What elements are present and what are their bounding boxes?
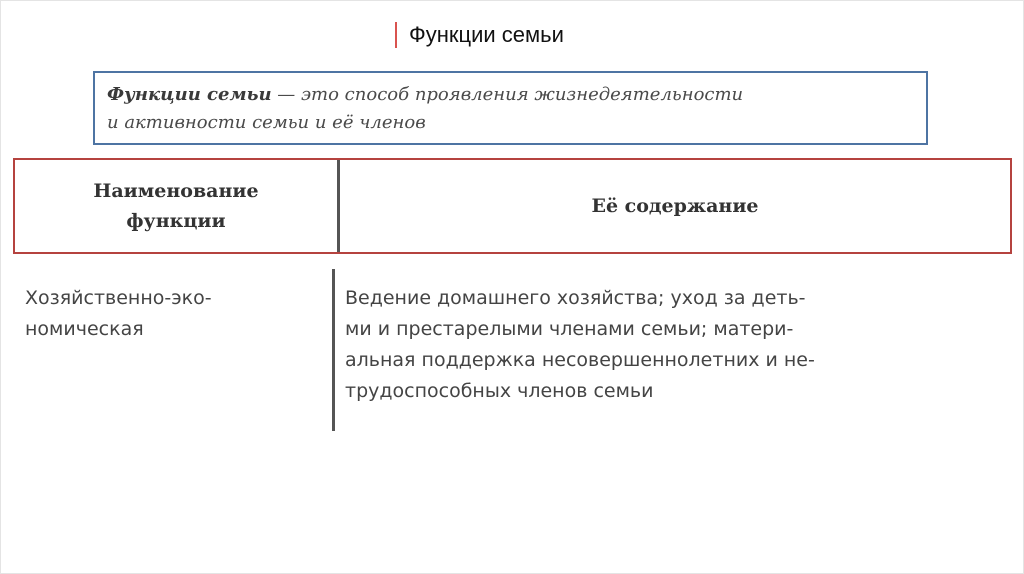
function-name-cell (13, 269, 335, 431)
definition-term: Функции семьи (107, 84, 272, 105)
header-function-name-line-2: функции (126, 210, 226, 232)
header-function-name (15, 160, 340, 252)
header-content: Её содержание (591, 195, 759, 217)
slide-title: Функции семьи (409, 22, 564, 47)
function-content-line: Ведение домашнего хозяйства; уход за деть- (345, 287, 806, 309)
function-name-line: номическая (25, 318, 144, 340)
table-header (13, 158, 1012, 254)
function-content-line: трудоспособных членов семьи (345, 380, 654, 402)
definition-line-1 (107, 81, 914, 109)
function-content-line: альная поддержка несовершеннолетних и не- (345, 349, 815, 371)
function-content-line: ми и престарелыми членами семьи; матери- (345, 318, 794, 340)
definition-box (93, 71, 928, 145)
function-name-line: Хозяйственно-эко- (25, 287, 212, 309)
definition-text: — это способ проявления жизнедеятельности (271, 84, 744, 105)
table-row (13, 269, 1012, 431)
slide-title-bar (395, 21, 564, 49)
definition-line-2: и активности семьи и её членов (107, 112, 426, 133)
title-accent-bar (395, 22, 397, 48)
header-function-name-line-1: Наименование (93, 180, 259, 202)
function-content-cell (335, 269, 1012, 431)
